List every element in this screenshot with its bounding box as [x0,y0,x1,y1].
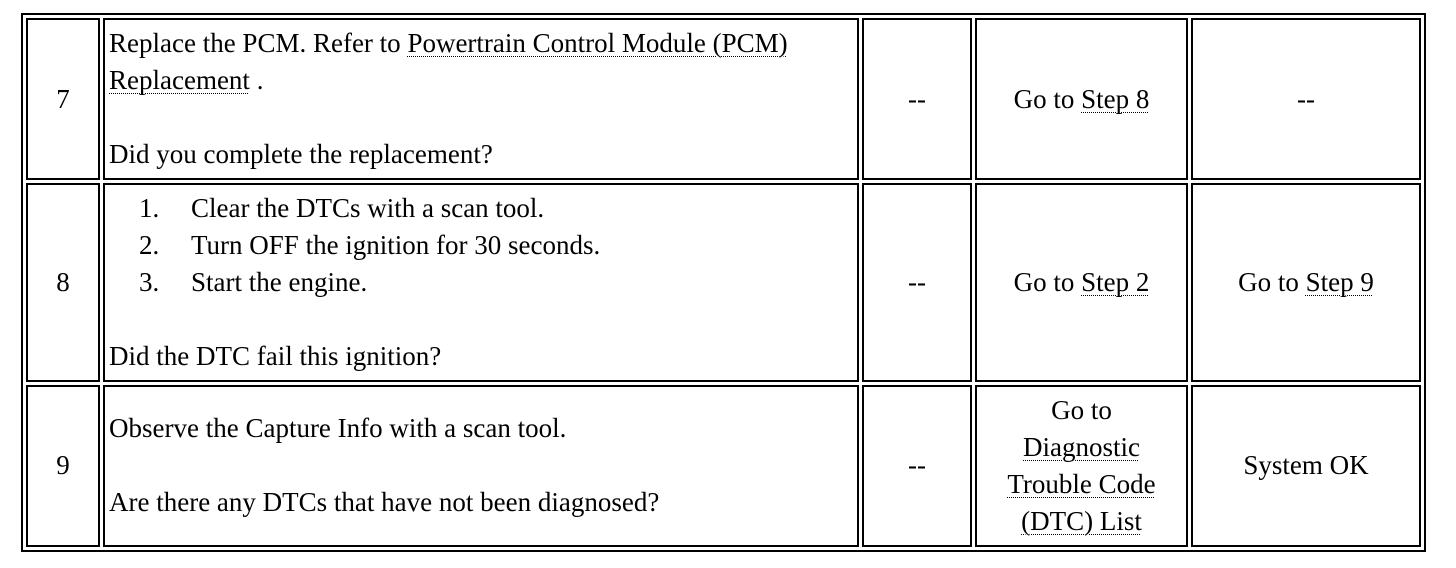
list-item-number: 2. [139,229,160,260]
step-number: 9 [26,385,100,547]
table-row-step-8 [26,183,1421,382]
yes-prefix: Go to [1013,266,1082,297]
value-cell: -- [862,385,972,547]
yes-prefix: Go to [1051,394,1112,425]
step-8-link[interactable]: Step 8 [1081,83,1150,114]
list-item-number: 1. [139,192,160,223]
spacer [109,301,853,338]
list-item-text: Start the engine. [191,266,368,297]
table-row-step-9 [26,385,1421,547]
no-prefix: Go to [1238,266,1306,297]
spacer [109,99,853,136]
dtc-list-link-line[interactable]: Trouble Code [1007,468,1156,499]
step-number: 7 [26,18,100,180]
action-cell [103,385,859,547]
spacer [109,447,853,484]
table-row-step-7 [26,18,1421,180]
yes-cell [975,385,1188,547]
diagnostic-table-frame [21,13,1426,552]
question-text: Are there any DTCs that have not been diagnosed? [109,487,660,518]
question-text: Did you complete the replacement? [109,139,493,170]
list-item-text: Clear the DTCs with a scan tool. [191,192,545,223]
yes-cell [975,183,1188,382]
no-cell [1191,183,1421,382]
action-cell [103,18,859,180]
dtc-list-link-line[interactable]: (DTC) List [1021,505,1142,536]
yes-prefix: Go to [1013,83,1082,114]
step-9-link[interactable]: Step 9 [1305,266,1374,297]
value-cell: -- [862,18,972,180]
list-item [139,190,853,227]
step-2-link[interactable]: Step 2 [1081,266,1150,297]
no-cell: -- [1191,18,1421,180]
list-item [139,264,853,301]
dtc-list-link[interactable] [981,429,1182,540]
list-item-text: Turn OFF the ignition for 30 seconds. [191,229,601,260]
action-text: Observe the Capture Info with a scan tool. [109,413,567,444]
value-cell: -- [862,183,972,382]
dtc-list-link-line[interactable]: Diagnostic [1023,431,1140,462]
list-item [139,227,853,264]
procedure-list [109,190,853,301]
pcm-replacement-link[interactable]: Powertrain Control Module (PCM) Replacement [109,28,788,96]
action-cell [103,183,859,382]
yes-cell [975,18,1188,180]
list-item-number: 3. [139,266,160,297]
no-cell: System OK [1191,385,1421,547]
step-number: 8 [26,183,100,382]
action-text: Replace the PCM. Refer to [109,28,408,59]
question-text: Did the DTC fail this ignition? [109,340,442,371]
diagnostic-table [23,15,1424,550]
action-suffix: . [249,65,264,96]
